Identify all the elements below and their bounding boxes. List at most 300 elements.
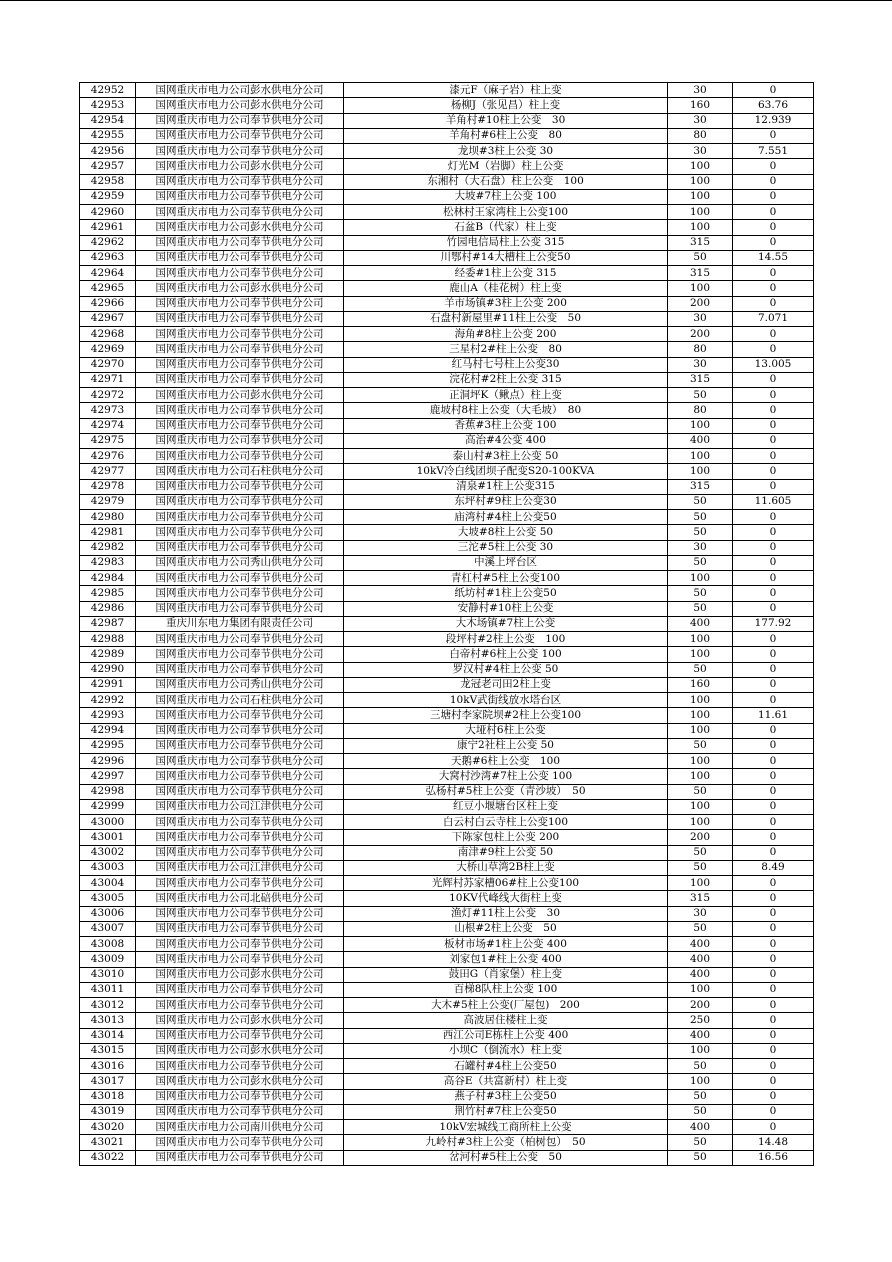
company-cell: 国网重庆市电力公司彭水供电分公司 bbox=[136, 967, 344, 982]
table-row bbox=[80, 1043, 814, 1058]
company-cell: 国网重庆市电力公司奉节供电分公司 bbox=[136, 937, 344, 952]
company-cell: 国网重庆市电力公司奉节供电分公司 bbox=[136, 342, 344, 357]
capacity-cell: 50 bbox=[668, 1104, 733, 1119]
row-id-cell: 42964 bbox=[80, 266, 136, 281]
load-cell: 0 bbox=[733, 982, 814, 997]
company-cell: 国网重庆市电力公司奉节供电分公司 bbox=[136, 113, 344, 128]
transformer-name-cell: 光辉村苏家槽06#柱上公变100 bbox=[344, 876, 668, 891]
row-id-cell: 43014 bbox=[80, 1028, 136, 1043]
load-cell: 0 bbox=[733, 1028, 814, 1043]
transformer-name-cell: 燕子村#3柱上公变50 bbox=[344, 1089, 668, 1104]
load-cell: 0 bbox=[733, 1120, 814, 1135]
table-row bbox=[80, 815, 814, 830]
row-id-cell: 43017 bbox=[80, 1074, 136, 1089]
transformer-name-cell: 羊角村#6柱上公变 80 bbox=[344, 128, 668, 143]
load-cell: 0 bbox=[733, 403, 814, 418]
capacity-cell: 200 bbox=[668, 327, 733, 342]
capacity-cell: 100 bbox=[668, 632, 733, 647]
row-id-cell: 42971 bbox=[80, 372, 136, 387]
transformer-name-cell: 漆元F（麻子岩）柱上变 bbox=[344, 83, 668, 98]
transformer-name-cell: 大木#5柱上公变(厂屋包) 200 bbox=[344, 998, 668, 1013]
load-cell: 0 bbox=[733, 1104, 814, 1119]
company-cell: 国网重庆市电力公司奉节供电分公司 bbox=[136, 662, 344, 677]
company-cell: 国网重庆市电力公司奉节供电分公司 bbox=[136, 982, 344, 997]
company-cell: 国网重庆市电力公司奉节供电分公司 bbox=[136, 174, 344, 189]
transformer-name-cell: 鼓田G（肖家堡）柱上变 bbox=[344, 967, 668, 982]
row-id-cell: 42992 bbox=[80, 693, 136, 708]
company-cell: 国网重庆市电力公司奉节供电分公司 bbox=[136, 906, 344, 921]
table-row bbox=[80, 571, 814, 586]
row-id-cell: 42989 bbox=[80, 647, 136, 662]
load-cell: 11.605 bbox=[733, 494, 814, 509]
transformer-name-cell: 东坪村#9柱上公变30 bbox=[344, 494, 668, 509]
row-id-cell: 42975 bbox=[80, 433, 136, 448]
company-cell: 国网重庆市电力公司奉节供电分公司 bbox=[136, 403, 344, 418]
transformer-name-cell: 弘杨村#5柱上公变（青沙坡） 50 bbox=[344, 784, 668, 799]
company-cell: 国网重庆市电力公司奉节供电分公司 bbox=[136, 250, 344, 265]
company-cell: 国网重庆市电力公司奉节供电分公司 bbox=[136, 723, 344, 738]
load-cell: 0 bbox=[733, 693, 814, 708]
table-row bbox=[80, 738, 814, 753]
company-cell: 国网重庆市电力公司奉节供电分公司 bbox=[136, 418, 344, 433]
table-row bbox=[80, 144, 814, 159]
capacity-cell: 100 bbox=[668, 815, 733, 830]
row-id-cell: 42968 bbox=[80, 327, 136, 342]
company-cell: 国网重庆市电力公司彭水供电分公司 bbox=[136, 220, 344, 235]
table-row bbox=[80, 860, 814, 875]
transformer-name-cell: 中溪上坪台区 bbox=[344, 555, 668, 570]
load-cell: 13.005 bbox=[733, 357, 814, 372]
company-cell: 国网重庆市电力公司奉节供电分公司 bbox=[136, 327, 344, 342]
table-row bbox=[80, 113, 814, 128]
transformer-name-cell: 泰山村#3柱上公变 50 bbox=[344, 449, 668, 464]
transformer-name-cell: 段坪村#2柱上公变 100 bbox=[344, 632, 668, 647]
row-id-cell: 42966 bbox=[80, 296, 136, 311]
page-top-border bbox=[0, 0, 892, 1]
load-cell: 0 bbox=[733, 723, 814, 738]
company-cell: 国网重庆市电力公司奉节供电分公司 bbox=[136, 586, 344, 601]
row-id-cell: 42960 bbox=[80, 205, 136, 220]
row-id-cell: 43006 bbox=[80, 906, 136, 921]
company-cell: 国网重庆市电力公司奉节供电分公司 bbox=[136, 266, 344, 281]
company-cell: 国网重庆市电力公司奉节供电分公司 bbox=[136, 1089, 344, 1104]
load-cell: 0 bbox=[733, 159, 814, 174]
company-cell: 国网重庆市电力公司奉节供电分公司 bbox=[136, 708, 344, 723]
company-cell: 国网重庆市电力公司奉节供电分公司 bbox=[136, 921, 344, 936]
load-cell: 0 bbox=[733, 632, 814, 647]
transformer-name-cell: 浣花村#2柱上公变 315 bbox=[344, 372, 668, 387]
transformer-name-cell: 10kV武街线放水塔台区 bbox=[344, 693, 668, 708]
table-row bbox=[80, 449, 814, 464]
company-cell: 国网重庆市电力公司奉节供电分公司 bbox=[136, 449, 344, 464]
capacity-cell: 315 bbox=[668, 891, 733, 906]
company-cell: 国网重庆市电力公司奉节供电分公司 bbox=[136, 128, 344, 143]
row-id-cell: 42963 bbox=[80, 250, 136, 265]
transformer-name-cell: 鹿山A（桂花树）柱上变 bbox=[344, 281, 668, 296]
transformer-name-cell: 大窝村沙湾#7柱上公变 100 bbox=[344, 769, 668, 784]
company-cell: 国网重庆市电力公司奉节供电分公司 bbox=[136, 830, 344, 845]
table-row bbox=[80, 388, 814, 403]
load-cell: 8.49 bbox=[733, 860, 814, 875]
load-cell: 12.939 bbox=[733, 113, 814, 128]
load-cell: 7.551 bbox=[733, 144, 814, 159]
transformer-name-cell: 板材市场#1柱上公变 400 bbox=[344, 937, 668, 952]
capacity-cell: 50 bbox=[668, 1059, 733, 1074]
capacity-cell: 315 bbox=[668, 235, 733, 250]
load-cell: 0 bbox=[733, 327, 814, 342]
table-row bbox=[80, 128, 814, 143]
transformer-name-cell: 罗汉村#4柱上公变 50 bbox=[344, 662, 668, 677]
company-cell: 国网重庆市电力公司彭水供电分公司 bbox=[136, 388, 344, 403]
transformer-name-cell: 正洞坪K（鳅点）柱上变 bbox=[344, 388, 668, 403]
row-id-cell: 43005 bbox=[80, 891, 136, 906]
load-cell: 0 bbox=[733, 128, 814, 143]
company-cell: 国网重庆市电力公司奉节供电分公司 bbox=[136, 479, 344, 494]
company-cell: 国网重庆市电力公司奉节供电分公司 bbox=[136, 647, 344, 662]
transformer-name-cell: 大木场镇#7柱上公变 bbox=[344, 616, 668, 631]
capacity-cell: 160 bbox=[668, 98, 733, 113]
row-id-cell: 43010 bbox=[80, 967, 136, 982]
load-cell: 0 bbox=[733, 220, 814, 235]
row-id-cell: 42980 bbox=[80, 510, 136, 525]
company-cell: 国网重庆市电力公司奉节供电分公司 bbox=[136, 235, 344, 250]
table-row bbox=[80, 967, 814, 982]
transformer-name-cell: 高谷E（共富新村）柱上变 bbox=[344, 1074, 668, 1089]
capacity-cell: 50 bbox=[668, 845, 733, 860]
company-cell: 国网重庆市电力公司江津供电分公司 bbox=[136, 799, 344, 814]
transformer-name-cell: 石盆B（代家）柱上变 bbox=[344, 220, 668, 235]
capacity-cell: 100 bbox=[668, 220, 733, 235]
table-row bbox=[80, 1013, 814, 1028]
company-cell: 国网重庆市电力公司奉节供电分公司 bbox=[136, 571, 344, 586]
transformer-name-cell: 南津#9柱上公变 50 bbox=[344, 845, 668, 860]
table-row bbox=[80, 1120, 814, 1135]
table-row bbox=[80, 830, 814, 845]
capacity-cell: 100 bbox=[668, 754, 733, 769]
company-cell: 国网重庆市电力公司奉节供电分公司 bbox=[136, 494, 344, 509]
table-row bbox=[80, 662, 814, 677]
transformer-name-cell: 龙坝#3柱上公变 30 bbox=[344, 144, 668, 159]
table-row bbox=[80, 921, 814, 936]
capacity-cell: 50 bbox=[668, 921, 733, 936]
transformer-name-cell: 龙冠老司田2柱上变 bbox=[344, 677, 668, 692]
transformer-name-cell: 杨柳J（张见昌）柱上变 bbox=[344, 98, 668, 113]
transformer-name-cell: 红豆小堰塘台区柱上变 bbox=[344, 799, 668, 814]
transformer-name-cell: 高治#4公变 400 bbox=[344, 433, 668, 448]
capacity-cell: 50 bbox=[668, 784, 733, 799]
load-cell: 0 bbox=[733, 876, 814, 891]
company-cell: 国网重庆市电力公司奉节供电分公司 bbox=[136, 952, 344, 967]
capacity-cell: 250 bbox=[668, 1013, 733, 1028]
table-row bbox=[80, 1089, 814, 1104]
table-row bbox=[80, 845, 814, 860]
company-cell: 国网重庆市电力公司奉节供电分公司 bbox=[136, 998, 344, 1013]
capacity-cell: 400 bbox=[668, 967, 733, 982]
row-id-cell: 42995 bbox=[80, 738, 136, 753]
row-id-cell: 42978 bbox=[80, 479, 136, 494]
company-cell: 国网重庆市电力公司奉节供电分公司 bbox=[136, 372, 344, 387]
capacity-cell: 100 bbox=[668, 799, 733, 814]
capacity-cell: 50 bbox=[668, 1150, 733, 1165]
row-id-cell: 42954 bbox=[80, 113, 136, 128]
company-cell: 国网重庆市电力公司彭水供电分公司 bbox=[136, 281, 344, 296]
table-row bbox=[80, 174, 814, 189]
load-cell: 177.92 bbox=[733, 616, 814, 631]
transformer-name-cell: 大垭村6柱上公变 bbox=[344, 723, 668, 738]
transformer-name-cell: 10kV宏城线工商所柱上公变 bbox=[344, 1120, 668, 1135]
transformer-name-cell: 天鹅#6柱上公变 100 bbox=[344, 754, 668, 769]
transformer-name-cell: 青杠村#5柱上公变100 bbox=[344, 571, 668, 586]
company-cell: 国网重庆市电力公司江津供电分公司 bbox=[136, 860, 344, 875]
load-cell: 0 bbox=[733, 647, 814, 662]
transformer-name-cell: 九岭村#3柱上公变（柏树包） 50 bbox=[344, 1135, 668, 1150]
company-cell: 国网重庆市电力公司奉节供电分公司 bbox=[136, 189, 344, 204]
capacity-cell: 100 bbox=[668, 189, 733, 204]
row-id-cell: 42973 bbox=[80, 403, 136, 418]
row-id-cell: 43000 bbox=[80, 815, 136, 830]
table-row bbox=[80, 83, 814, 98]
capacity-cell: 160 bbox=[668, 677, 733, 692]
transformer-name-cell: 荆竹村#7柱上公变50 bbox=[344, 1104, 668, 1119]
table-row bbox=[80, 982, 814, 997]
transformer-name-cell: 石盘村新屋里#11柱上公变 50 bbox=[344, 311, 668, 326]
company-cell: 国网重庆市电力公司奉节供电分公司 bbox=[136, 876, 344, 891]
capacity-cell: 100 bbox=[668, 159, 733, 174]
table-row bbox=[80, 693, 814, 708]
row-id-cell: 42957 bbox=[80, 159, 136, 174]
row-id-cell: 42988 bbox=[80, 632, 136, 647]
load-cell: 0 bbox=[733, 555, 814, 570]
transformer-name-cell: 纸坊村#1柱上公变50 bbox=[344, 586, 668, 601]
transformer-name-cell: 大坡#8柱上公变 50 bbox=[344, 525, 668, 540]
company-cell: 国网重庆市电力公司奉节供电分公司 bbox=[136, 754, 344, 769]
transformer-name-cell: 10kV冷白线团坝子配变S20-100KVA bbox=[344, 464, 668, 479]
table-row bbox=[80, 327, 814, 342]
table-row bbox=[80, 357, 814, 372]
table-row bbox=[80, 632, 814, 647]
capacity-cell: 100 bbox=[668, 464, 733, 479]
data-table bbox=[79, 82, 814, 1166]
row-id-cell: 43012 bbox=[80, 998, 136, 1013]
table-row bbox=[80, 510, 814, 525]
capacity-cell: 400 bbox=[668, 433, 733, 448]
table-row bbox=[80, 189, 814, 204]
row-id-cell: 42956 bbox=[80, 144, 136, 159]
capacity-cell: 100 bbox=[668, 647, 733, 662]
capacity-cell: 100 bbox=[668, 723, 733, 738]
capacity-cell: 315 bbox=[668, 266, 733, 281]
load-cell: 0 bbox=[733, 281, 814, 296]
table-row bbox=[80, 1059, 814, 1074]
capacity-cell: 50 bbox=[668, 494, 733, 509]
capacity-cell: 50 bbox=[668, 555, 733, 570]
load-cell: 11.61 bbox=[733, 708, 814, 723]
row-id-cell: 42969 bbox=[80, 342, 136, 357]
load-cell: 0 bbox=[733, 891, 814, 906]
load-cell: 0 bbox=[733, 540, 814, 555]
company-cell: 国网重庆市电力公司奉节供电分公司 bbox=[136, 144, 344, 159]
table-row bbox=[80, 647, 814, 662]
load-cell: 0 bbox=[733, 83, 814, 98]
load-cell: 0 bbox=[733, 586, 814, 601]
table-row bbox=[80, 266, 814, 281]
load-cell: 0 bbox=[733, 769, 814, 784]
transformer-name-cell: 经委#1柱上公变 315 bbox=[344, 266, 668, 281]
load-cell: 0 bbox=[733, 1089, 814, 1104]
transformer-name-cell: 灯光M（岩脚）柱上公变 bbox=[344, 159, 668, 174]
capacity-cell: 30 bbox=[668, 113, 733, 128]
load-cell: 0 bbox=[733, 815, 814, 830]
table-row bbox=[80, 494, 814, 509]
row-id-cell: 42958 bbox=[80, 174, 136, 189]
company-cell: 国网重庆市电力公司奉节供电分公司 bbox=[136, 784, 344, 799]
company-cell: 国网重庆市电力公司奉节供电分公司 bbox=[136, 540, 344, 555]
capacity-cell: 50 bbox=[668, 388, 733, 403]
company-cell: 国网重庆市电力公司彭水供电分公司 bbox=[136, 1074, 344, 1089]
company-cell: 国网重庆市电力公司彭水供电分公司 bbox=[136, 159, 344, 174]
load-cell: 0 bbox=[733, 464, 814, 479]
company-cell: 重庆川东电力集团有限责任公司 bbox=[136, 616, 344, 631]
table-row bbox=[80, 891, 814, 906]
load-cell: 0 bbox=[733, 906, 814, 921]
table-row bbox=[80, 723, 814, 738]
company-cell: 国网重庆市电力公司彭水供电分公司 bbox=[136, 83, 344, 98]
row-id-cell: 42967 bbox=[80, 311, 136, 326]
row-id-cell: 42982 bbox=[80, 540, 136, 555]
load-cell: 0 bbox=[733, 799, 814, 814]
table-row bbox=[80, 159, 814, 174]
row-id-cell: 42998 bbox=[80, 784, 136, 799]
company-cell: 国网重庆市电力公司彭水供电分公司 bbox=[136, 1043, 344, 1058]
capacity-cell: 50 bbox=[668, 601, 733, 616]
row-id-cell: 43015 bbox=[80, 1043, 136, 1058]
company-cell: 国网重庆市电力公司秀山供电分公司 bbox=[136, 555, 344, 570]
transformer-name-cell: 大桥山草湾2B柱上变 bbox=[344, 860, 668, 875]
load-cell: 0 bbox=[733, 418, 814, 433]
table-row bbox=[80, 784, 814, 799]
table-row bbox=[80, 235, 814, 250]
table-row bbox=[80, 677, 814, 692]
table-row bbox=[80, 906, 814, 921]
capacity-cell: 80 bbox=[668, 403, 733, 418]
transformer-name-cell: 10KV代峰线大街柱上变 bbox=[344, 891, 668, 906]
capacity-cell: 400 bbox=[668, 1028, 733, 1043]
capacity-cell: 50 bbox=[668, 1089, 733, 1104]
load-cell: 0 bbox=[733, 296, 814, 311]
load-cell: 0 bbox=[733, 571, 814, 586]
load-cell: 0 bbox=[733, 372, 814, 387]
transformer-name-cell: 康宁2社柱上公变 50 bbox=[344, 738, 668, 753]
company-cell: 国网重庆市电力公司秀山供电分公司 bbox=[136, 677, 344, 692]
load-cell: 0 bbox=[733, 677, 814, 692]
row-id-cell: 42955 bbox=[80, 128, 136, 143]
capacity-cell: 50 bbox=[668, 1135, 733, 1150]
load-cell: 63.76 bbox=[733, 98, 814, 113]
row-id-cell: 43016 bbox=[80, 1059, 136, 1074]
row-id-cell: 42993 bbox=[80, 708, 136, 723]
load-cell: 0 bbox=[733, 342, 814, 357]
table-row bbox=[80, 876, 814, 891]
capacity-cell: 80 bbox=[668, 128, 733, 143]
company-cell: 国网重庆市电力公司奉节供电分公司 bbox=[136, 845, 344, 860]
table-row bbox=[80, 1150, 814, 1165]
row-id-cell: 43022 bbox=[80, 1150, 136, 1165]
capacity-cell: 50 bbox=[668, 662, 733, 677]
row-id-cell: 42984 bbox=[80, 571, 136, 586]
load-cell: 0 bbox=[733, 449, 814, 464]
table-row bbox=[80, 708, 814, 723]
capacity-cell: 50 bbox=[668, 525, 733, 540]
load-cell: 0 bbox=[733, 1059, 814, 1074]
transformer-name-cell: 香蕉#3柱上公变 100 bbox=[344, 418, 668, 433]
table-row bbox=[80, 1074, 814, 1089]
table-row bbox=[80, 937, 814, 952]
capacity-cell: 100 bbox=[668, 205, 733, 220]
capacity-cell: 80 bbox=[668, 342, 733, 357]
load-cell: 0 bbox=[733, 388, 814, 403]
load-cell: 0 bbox=[733, 266, 814, 281]
company-cell: 国网重庆市电力公司奉节供电分公司 bbox=[136, 1028, 344, 1043]
load-cell: 0 bbox=[733, 510, 814, 525]
row-id-cell: 42952 bbox=[80, 83, 136, 98]
capacity-cell: 400 bbox=[668, 937, 733, 952]
row-id-cell: 42953 bbox=[80, 98, 136, 113]
capacity-cell: 100 bbox=[668, 1074, 733, 1089]
capacity-cell: 200 bbox=[668, 998, 733, 1013]
transformer-name-cell: 东湘村（大石盘）柱上公变 100 bbox=[344, 174, 668, 189]
load-cell: 0 bbox=[733, 937, 814, 952]
capacity-cell: 100 bbox=[668, 571, 733, 586]
capacity-cell: 100 bbox=[668, 449, 733, 464]
row-id-cell: 42981 bbox=[80, 525, 136, 540]
load-cell: 0 bbox=[733, 433, 814, 448]
table-body bbox=[80, 83, 814, 1166]
transformer-name-cell: 大坡#7柱上公变 100 bbox=[344, 189, 668, 204]
capacity-cell: 30 bbox=[668, 83, 733, 98]
row-id-cell: 42997 bbox=[80, 769, 136, 784]
transformer-name-cell: 岔河村#5柱上公变 50 bbox=[344, 1150, 668, 1165]
load-cell: 0 bbox=[733, 830, 814, 845]
transformer-name-cell: 白云村白云寺柱上公变100 bbox=[344, 815, 668, 830]
company-cell: 国网重庆市电力公司奉节供电分公司 bbox=[136, 205, 344, 220]
table-row bbox=[80, 296, 814, 311]
row-id-cell: 43018 bbox=[80, 1089, 136, 1104]
row-id-cell: 42959 bbox=[80, 189, 136, 204]
capacity-cell: 100 bbox=[668, 174, 733, 189]
load-cell: 0 bbox=[733, 784, 814, 799]
row-id-cell: 43007 bbox=[80, 921, 136, 936]
table-row bbox=[80, 998, 814, 1013]
table-row bbox=[80, 601, 814, 616]
table-row bbox=[80, 1104, 814, 1119]
company-cell: 国网重庆市电力公司奉节供电分公司 bbox=[136, 769, 344, 784]
row-id-cell: 42974 bbox=[80, 418, 136, 433]
transformer-name-cell: 川鄂村#14大槽柱上公变50 bbox=[344, 250, 668, 265]
transformer-name-cell: 下陈家包柱上公变 200 bbox=[344, 830, 668, 845]
table-row bbox=[80, 98, 814, 113]
transformer-name-cell: 羊角村#10柱上公变 30 bbox=[344, 113, 668, 128]
load-cell: 0 bbox=[733, 1074, 814, 1089]
capacity-cell: 100 bbox=[668, 1043, 733, 1058]
table-row bbox=[80, 464, 814, 479]
load-cell: 0 bbox=[733, 952, 814, 967]
load-cell: 0 bbox=[733, 738, 814, 753]
row-id-cell: 42994 bbox=[80, 723, 136, 738]
capacity-cell: 30 bbox=[668, 144, 733, 159]
table-row bbox=[80, 799, 814, 814]
company-cell: 国网重庆市电力公司奉节供电分公司 bbox=[136, 510, 344, 525]
capacity-cell: 200 bbox=[668, 830, 733, 845]
